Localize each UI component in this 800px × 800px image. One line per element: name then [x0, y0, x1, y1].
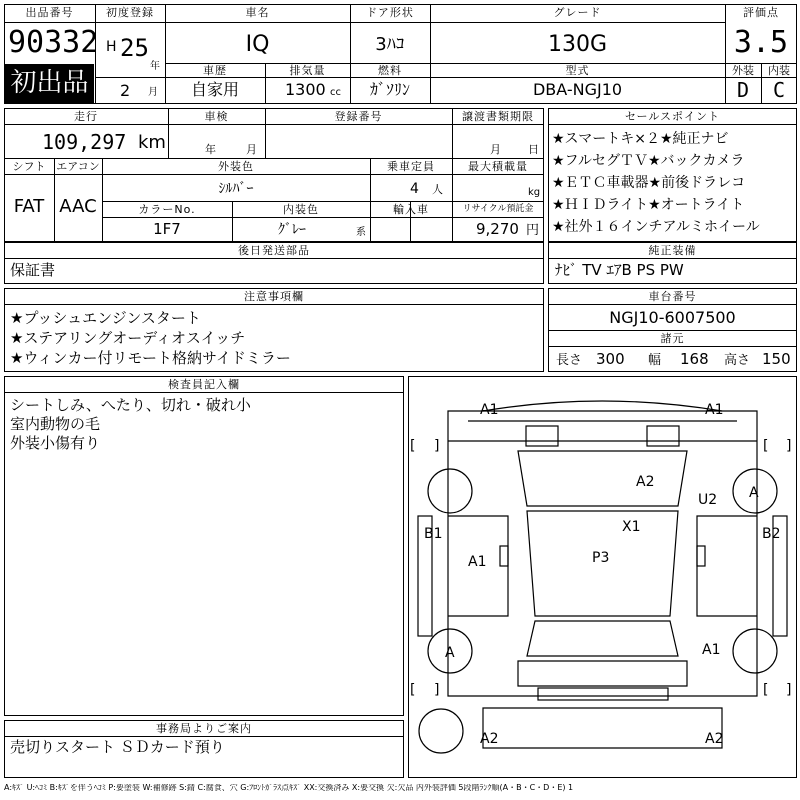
- disp-unit: cc: [330, 87, 341, 98]
- disp-label: 排気量: [289, 64, 326, 77]
- shaken-year-unit: 年: [205, 143, 216, 156]
- name-label: 車名: [245, 6, 270, 19]
- era: H: [106, 39, 117, 55]
- note-item: ★ウィンカー付リモート格納サイドミラー: [10, 349, 291, 367]
- recycle-fee: 9,270: [476, 220, 519, 238]
- damage-mark: A: [749, 485, 759, 501]
- sales-point: ★ＨＩＤライト★オートライト: [552, 197, 745, 213]
- svg-text:]: ]: [786, 438, 792, 454]
- transfer-day-unit: 日: [528, 143, 539, 156]
- ac-label: エアコン: [56, 160, 100, 173]
- ext-label: 外装: [732, 64, 754, 77]
- length: 300: [596, 350, 625, 368]
- sales-label: セールスポイント: [624, 110, 720, 123]
- color: ｼﾙﾊﾞｰ: [218, 181, 254, 197]
- sales-point: ★ＥＴＣ車載器★前後ドラレコ: [552, 175, 746, 191]
- color-label: 外装色: [218, 160, 254, 173]
- inspector-line: 外装小傷有り: [10, 434, 101, 452]
- parts-label: 後日発送部品: [238, 244, 310, 257]
- sales-points-list: [552, 128, 796, 238]
- history: 自家用: [190, 80, 239, 99]
- car-diagram: [408, 376, 797, 778]
- capacity: 4: [410, 181, 419, 197]
- reg-year: 25: [120, 34, 149, 62]
- damage-mark: X1: [622, 519, 641, 535]
- damage-mark: A2: [636, 474, 655, 490]
- score: 3.5: [733, 25, 789, 60]
- chassis-label: 車台番号: [648, 290, 697, 303]
- ac: AAC: [59, 196, 97, 217]
- door-type: 3ﾊｺ: [375, 34, 405, 55]
- fuel-label: 燃料: [378, 64, 402, 77]
- mileage: 109,297: [42, 130, 127, 154]
- height-label: 高さ: [724, 353, 751, 368]
- reg-label: 初度登録: [106, 6, 154, 19]
- office-label: 事務局よりご案内: [156, 722, 252, 735]
- damage-mark: A1: [468, 554, 487, 570]
- cap-unit: 人: [432, 183, 443, 196]
- mileage-unit: km: [138, 132, 166, 153]
- damage-mark: A: [445, 645, 455, 661]
- damage-mark: A1: [702, 642, 721, 658]
- lot-number: 90332: [8, 25, 99, 60]
- colorno-label: カラーNo.: [138, 203, 196, 216]
- recycle-unit: 円: [526, 223, 540, 238]
- door-label: ドア形状: [366, 6, 414, 19]
- width: 168: [680, 350, 709, 368]
- grade-label: グレード: [553, 6, 602, 19]
- damage-mark: A2: [480, 731, 499, 747]
- transfer-label: 譲渡書類期限: [462, 110, 534, 123]
- svg-text:[: [: [763, 438, 769, 454]
- shift: FAT: [13, 196, 45, 217]
- lot-label: 出品番号: [25, 6, 74, 19]
- inspector-line: シートしみ、へたり、切れ・破れ小: [10, 396, 251, 414]
- cap-label: 乗車定員: [387, 160, 435, 173]
- shift-label: シフト: [12, 160, 46, 173]
- note-item: ★ステアリングオーディオスイッチ: [10, 329, 246, 347]
- reg-month: 2: [120, 81, 131, 100]
- damage-mark: B2: [762, 526, 781, 542]
- notes-list: [10, 308, 291, 368]
- damage-mark: B1: [424, 526, 443, 542]
- svg-text:[: [: [763, 682, 769, 698]
- equip-label: 純正装備: [648, 244, 697, 257]
- svg-text:[: [: [410, 682, 416, 698]
- intcolor-unit: 系: [356, 227, 366, 238]
- shaken-label: 車検: [204, 110, 229, 123]
- damage-mark: A1: [705, 402, 724, 418]
- load-unit: kg: [528, 187, 541, 198]
- year-unit: 年: [150, 61, 160, 72]
- model-label: 型式: [565, 64, 590, 77]
- intcolor-label: 内装色: [283, 203, 319, 216]
- parts-value: 保証書: [10, 261, 56, 279]
- month-unit: 月: [148, 87, 158, 98]
- width-label: 幅: [648, 353, 662, 368]
- inspector-notes: [10, 396, 251, 453]
- height: 150: [762, 350, 791, 368]
- grade: 130G: [547, 32, 608, 57]
- svg-text:[: [: [410, 438, 416, 454]
- legend: A:ｷｽﾞ U:ﾍｺﾐ B:ｷｽﾞを伴うﾍｺﾐ P:要塗装 W:補修跡 S:錆 C:腐食、穴 G:ﾌﾛﾝﾄｶﾞﾗｽ点ｷｽﾞ XX:交換済み X:要交換 欠:欠品 内外装評価 5段階ﾗﾝｸ順(A・B・C・D・E) 1: [4, 784, 574, 792]
- displacement: 1300: [285, 80, 326, 99]
- svg-text:]: ]: [434, 438, 440, 454]
- damage-mark: U2: [698, 492, 718, 508]
- dims-label: 諸元: [660, 332, 685, 345]
- damage-mark: P3: [592, 550, 610, 566]
- sales-point: ★フルセグＴＶ★バックカメラ: [552, 153, 745, 169]
- notes-label: 注意事項欄: [244, 290, 304, 303]
- interior-color: ｸﾞﾚｰ: [278, 222, 306, 238]
- ext-grade: D: [736, 78, 750, 102]
- mileage-label: 走行: [74, 110, 98, 123]
- history-label: 車歴: [203, 64, 227, 77]
- sales-point: ★スマートキ×２★純正ナビ: [552, 131, 729, 147]
- load-label: 最大積載量: [468, 160, 528, 173]
- first-listing-badge: 初出品: [5, 64, 94, 103]
- car-name: IQ: [245, 32, 270, 57]
- model: DBA-NGJ10: [532, 80, 623, 99]
- int-label: 内装: [768, 64, 790, 77]
- svg-text:]: ]: [786, 682, 792, 698]
- inspector-line: 室内動物の毛: [10, 415, 101, 433]
- inspector-label: 検査員記入欄: [168, 378, 240, 391]
- svg-text:]: ]: [434, 682, 440, 698]
- length-label: 長さ: [556, 353, 583, 368]
- score-label: 評価点: [743, 6, 779, 19]
- damage-mark: A1: [480, 402, 499, 418]
- int-grade: C: [772, 78, 786, 102]
- chassis-number: NGJ10-6007500: [609, 308, 736, 327]
- office-value: 売切りスタート ＳＤカード預り: [10, 738, 225, 756]
- transfer-month-unit: 月: [490, 143, 501, 156]
- import-label: 輸入車: [393, 203, 429, 216]
- sales-point: ★社外１６インチアルミホイール: [552, 219, 760, 235]
- damage-mark: A2: [705, 731, 724, 747]
- shaken-month-unit: 月: [246, 143, 257, 156]
- fuel: ｶﾞｿﾘﾝ: [369, 80, 410, 99]
- plate-label: 登録番号: [334, 110, 383, 123]
- color-number: 1F7: [153, 220, 181, 238]
- recycle-label: リサイクル預託金: [462, 204, 534, 214]
- equip-value: ﾅﾋﾞ TV ｴｱB PS PW: [555, 261, 684, 279]
- note-item: ★プッシュエンジンスタート: [10, 309, 201, 327]
